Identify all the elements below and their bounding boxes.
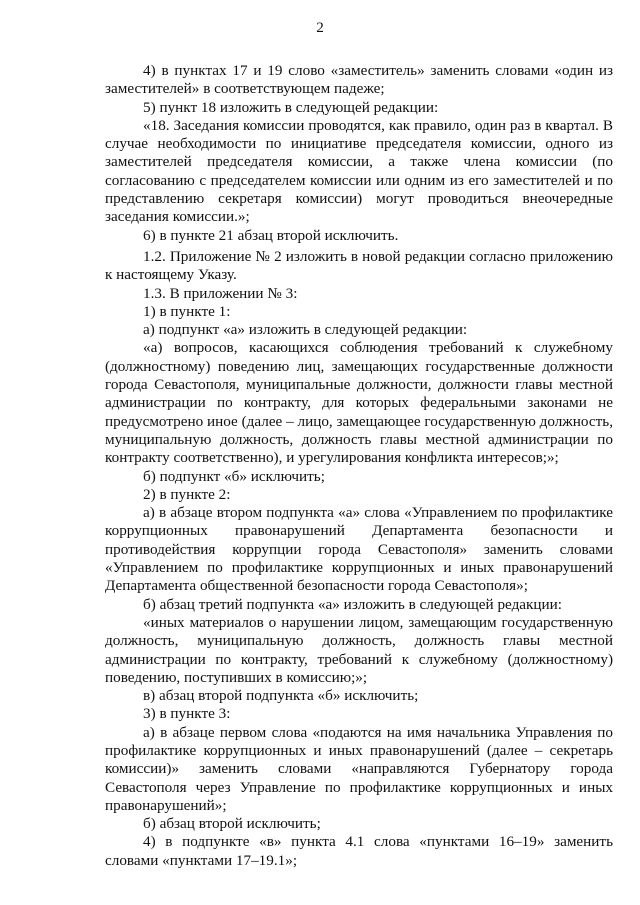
- paragraph: а) в абзаце первом слова «подаются на имя начальника Управления по профилактике коррупционных и иных правонарушений (далее – секретарь комиссии)» заменить словами «направляются Губернатору города Севастополя через Управление по профилактике коррупционных и иных правонарушений»;: [105, 723, 613, 814]
- paragraph: б) подпункт «б» исключить;: [143, 467, 325, 485]
- paragraph: «иных материалов о нарушении лицом, замещающим государственную должность, муниципальную должность, должность главы местной администрации по контракту, требований к служебному (должностному) поведению, поступивших в комиссию;»;: [105, 613, 613, 686]
- paragraph: а) в абзаце втором подпункта «а» слова «Управлением по профилактике коррупционных правонарушений Департамента безопасности и противодействия коррупции города Севастополя» заменить словами «Управлением по профилактике коррупционных и иных правонарушений Департамента общественной безопасности города Севастополя»;: [105, 504, 613, 595]
- paragraph: 1.2. Приложение № 2 изложить в новой редакции согласно приложению к настоящему Указу.: [105, 247, 613, 284]
- paragraph: в) абзац второй подпункта «б» исключить;: [143, 687, 419, 705]
- paragraph: 5) пункт 18 изложить в следующей редакции:: [143, 98, 439, 116]
- paragraph: б) абзац второй исключить;: [143, 815, 321, 833]
- paragraph: 6) в пункте 21 абзац второй исключить.: [143, 226, 399, 244]
- paragraph: 3) в пункте 3:: [143, 705, 231, 723]
- page-number: 2: [316, 19, 324, 36]
- paragraph: 1.3. В приложении № 3:: [143, 284, 298, 302]
- paragraph: 4) в подпункте «в» пункта 4.1 слова «пунктами 16–19» заменить словами «пунктами 17–19.1»;: [105, 833, 613, 869]
- document-body: [105, 62, 613, 870]
- paragraph: а) подпункт «а» изложить в следующей редакции:: [143, 321, 468, 339]
- paragraph: 1) в пункте 1:: [143, 302, 231, 320]
- paragraph: б) абзац третий подпункта «а» изложить в следующей редакции:: [143, 595, 563, 613]
- paragraph: 4) в пунктах 17 и 19 слово «заместитель» заменить словами «один из заместителей» в соответствующем падеже;: [105, 62, 613, 98]
- paragraph: 2) в пункте 2:: [143, 485, 231, 503]
- paragraph: «а) вопросов, касающихся соблюдения требований к служебному (должностному) поведению лиц, замещающих государственные должности города Севастополя, муниципальные должности, должности главы местной администрации по контракту, для которых федеральными законами не предусмотрено иное (далее – лицо, замещающее государственную должность, муниципальную должность, должность главы местной администрации по контракту соответственно), и урегулирования конфликта интересов;»;: [105, 339, 614, 467]
- paragraph: «18. Заседания комиссии проводятся, как правило, один раз в квартал. В случае необходимости по инициативе председателя комиссии, одного из заместителей председателя комиссии, а также члена комиссии (по согласованию с председателем комиссии или одним из его заместителей и по представлению секретаря комиссии) могут проводиться внеочередные заседания комиссии.»;: [105, 116, 613, 226]
